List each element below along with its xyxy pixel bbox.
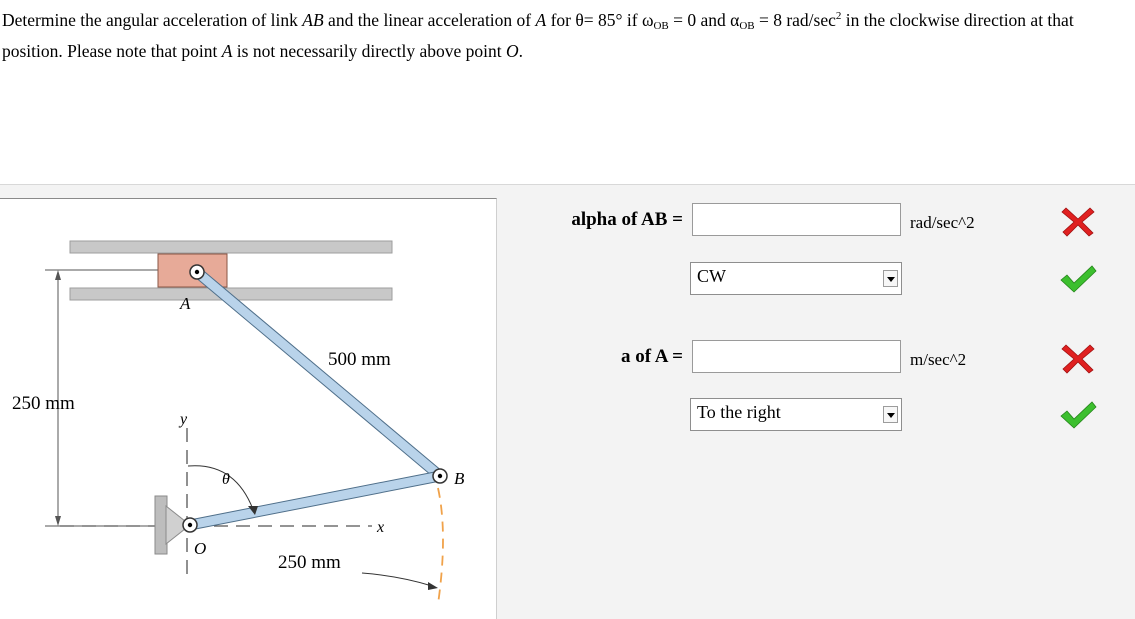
dropdown-arrow-icon[interactable] (883, 270, 898, 287)
linkage-diagram (0, 184, 496, 618)
alpha-direction-value: CW (697, 266, 726, 286)
problem-superscript: 2 (835, 10, 842, 22)
alpha-ab-label: alpha of AB = (571, 209, 683, 230)
incorrect-x-icon (1058, 203, 1098, 237)
label-theta: θ (222, 471, 230, 488)
problem-text: AB (302, 10, 324, 30)
problem-text: in the clockwise direction at that position. Please note that point (2, 10, 1074, 61)
theta-arc (188, 466, 254, 512)
alpha-ab-unit: rad/sec^2 (910, 213, 975, 232)
dimension-height-label: 250 mm (12, 393, 75, 414)
pin-o-center (188, 523, 192, 527)
dimension-ab-label: 500 mm (328, 349, 391, 370)
a-of-a-input[interactable] (692, 340, 901, 373)
label-b: B (454, 469, 465, 488)
problem-text: is not necessarily directly above point (232, 41, 507, 61)
problem-text: A (221, 41, 233, 61)
problem-text: = 0 and α (668, 10, 740, 30)
dropdown-arrow-icon[interactable] (883, 406, 898, 423)
problem-text: for θ= 85° if ω (546, 10, 654, 30)
ground-support (155, 496, 167, 554)
link-ab (197, 272, 440, 476)
problem-text: = 8 rad/sec (754, 10, 836, 30)
problem-text: Determine the angular acceleration of link (2, 10, 303, 30)
dimension-ob-label: 250 mm (278, 552, 341, 573)
label-y: y (180, 411, 188, 428)
problem-subscript: OB (739, 20, 755, 32)
alpha-direction-select[interactable] (690, 262, 902, 295)
alpha-ab-input[interactable] (692, 203, 901, 236)
dimension-arrow (55, 516, 61, 526)
a-direction-value: To the right (697, 402, 781, 422)
ob-dimension-leader (362, 573, 432, 586)
label-a: A (180, 294, 191, 313)
problem-subscript: OB (653, 20, 669, 32)
dimension-arrow (55, 270, 61, 280)
problem-text: . (518, 41, 524, 61)
correct-check-icon (1058, 398, 1098, 432)
problem-statement (2, 4, 1132, 64)
pin-a-center (195, 270, 199, 274)
label-x: x (377, 519, 385, 536)
a-of-a-unit: m/sec^2 (910, 350, 967, 369)
correct-check-icon (1058, 262, 1098, 296)
problem-text: and the linear acceleration of (323, 10, 536, 30)
problem-text: O (506, 41, 519, 61)
a-direction-select[interactable] (690, 398, 902, 431)
a-of-a-label: a of A = (620, 346, 683, 367)
ob-dimension-arrow (428, 582, 438, 590)
pin-b-center (438, 474, 442, 478)
upper-rail (70, 241, 392, 253)
label-o: O (194, 539, 207, 558)
problem-text: A (535, 10, 547, 30)
incorrect-x-icon (1058, 340, 1098, 374)
path-of-b (438, 488, 443, 604)
